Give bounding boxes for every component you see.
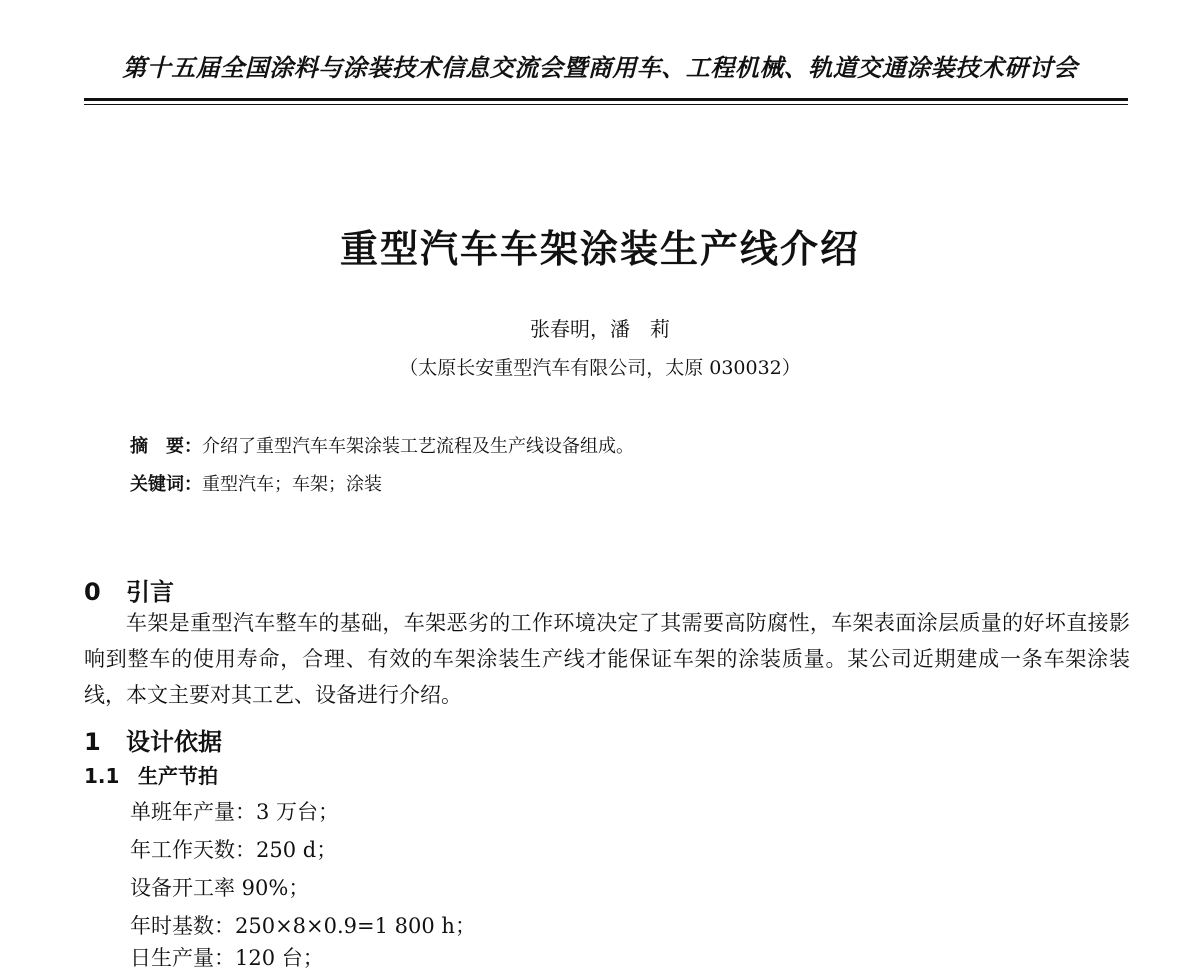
header-rule xyxy=(84,98,1128,101)
subsection-heading-production-takt xyxy=(84,760,218,789)
list-item: 单班年产量：3 万台； xyxy=(130,800,340,824)
subsection-title: 生产节拍 xyxy=(138,764,218,788)
section-title: 设计依据 xyxy=(126,728,222,756)
section-heading-design-basis xyxy=(84,722,222,757)
running-head: 第十五届全国涂料与涂装技术信息交流会暨商用车、工程机械、轨道交通涂装技术研讨会 xyxy=(122,53,1078,82)
abstract-text: 介绍了重型汽车车架涂装工艺流程及生产线设备组成。 xyxy=(202,436,634,457)
list-item: 年时基数：250×8×0.9=1 800 h； xyxy=(130,914,476,938)
paper-title: 重型汽车车架涂装生产线介绍 xyxy=(339,227,860,271)
abstract xyxy=(130,432,634,458)
list-item: 日生产量：120 台； xyxy=(130,946,324,970)
section-title: 引言 xyxy=(126,578,174,606)
list-item: 设备开工率 90%； xyxy=(130,876,310,900)
abstract-label: 摘 要： xyxy=(130,436,202,457)
section-number: 1 xyxy=(84,728,101,756)
subsection-number: 1.1 xyxy=(84,764,120,788)
keywords-text: 重型汽车；车架；涂装 xyxy=(202,474,382,495)
authors: 张春明，潘 莉 xyxy=(530,317,670,341)
header-rule-thin xyxy=(84,104,1128,105)
keywords-label: 关键词： xyxy=(130,474,202,495)
section-heading-introduction xyxy=(84,572,174,607)
section-number: 0 xyxy=(84,578,101,606)
introduction-paragraph: 车架是重型汽车整车的基础，车架恶劣的工作环境决定了其需要高防腐性，车架表面涂层质量的好坏直接影响到整车的使用寿命，合理、有效的车架涂装生产线才能保证车架的涂装质量。某公司近期建成一条车架涂装线，本文主要对其工艺、设备进行介绍。 xyxy=(84,611,1130,707)
keywords xyxy=(130,470,382,496)
list-item: 年工作天数：250 d； xyxy=(130,838,338,862)
affiliation: （太原长安重型汽车有限公司，太原 030032） xyxy=(399,357,801,379)
